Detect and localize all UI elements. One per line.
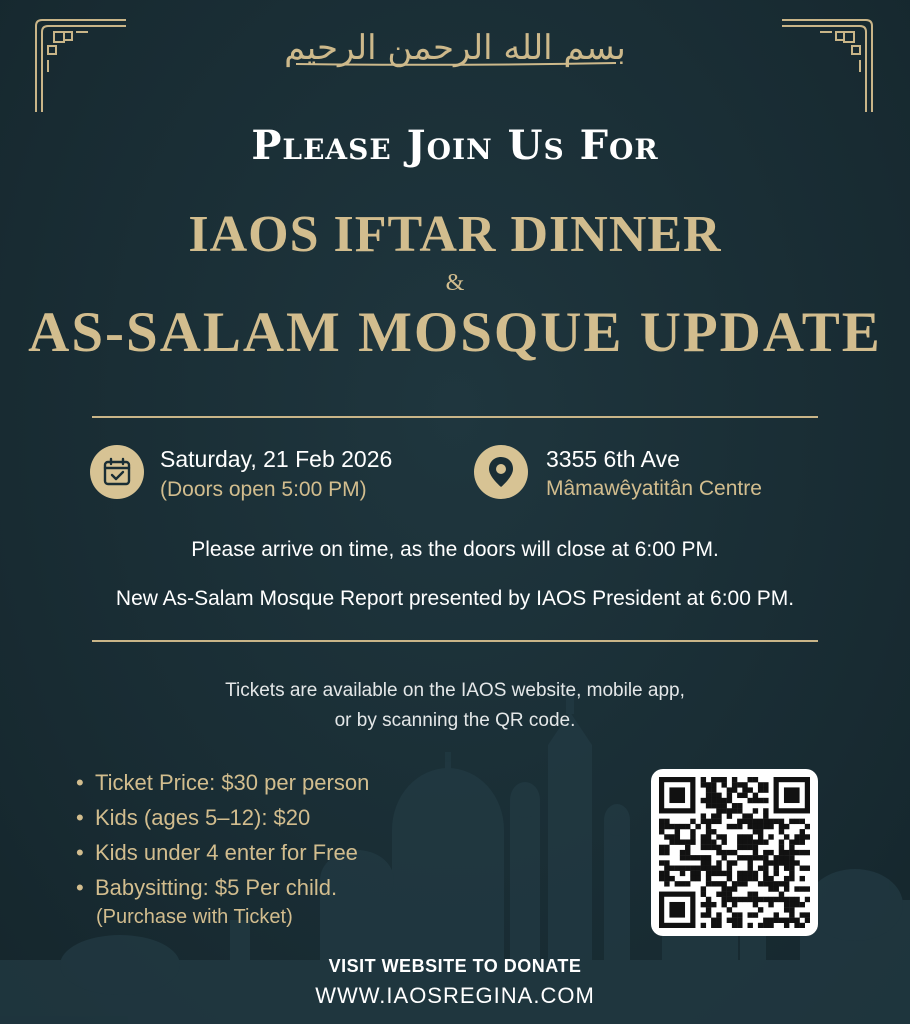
event-date: Saturday, 21 Feb 2026	[160, 446, 393, 472]
price-list	[76, 765, 369, 905]
event-venue: Mâmawêyatitân Centre	[546, 477, 762, 500]
arrival-note: Please arrive on time, as the doors will close at 6:00 PM.	[191, 538, 719, 561]
qr-code-icon	[659, 777, 810, 928]
divider	[92, 640, 818, 642]
bismillah-calligraphy: بسم الله الرحمن الرحيم	[284, 28, 626, 68]
event-title-line2: AS-SALAM MOSQUE UPDATE	[28, 301, 882, 364]
donate-heading: VISIT WEBSITE TO DONATE	[328, 956, 582, 976]
list-item: • Ticket Price: $30 per person	[76, 770, 370, 795]
calendar-check-icon	[90, 445, 144, 499]
map-pin-icon	[474, 445, 528, 499]
qr-code[interactable]	[651, 769, 818, 936]
title-ampersand: &	[445, 270, 465, 296]
event-address: 3355 6th Ave	[546, 446, 680, 472]
babysitting-note: (Purchase with Ticket)	[96, 906, 293, 928]
website-link[interactable]: WWW.IAOSREGINA.COM	[315, 983, 595, 1008]
divider	[92, 416, 818, 418]
tickets-info	[0, 676, 910, 736]
join-heading: Please Join Us For	[251, 122, 659, 169]
event-title-line1: IAOS IFTAR DINNER	[188, 206, 722, 263]
report-note: New As-Salam Mosque Report presented by IAOS President at 6:00 PM.	[115, 587, 795, 610]
calligraphy-underline	[296, 62, 616, 66]
list-item: • Kids under 4 enter for Free	[76, 840, 358, 865]
list-item: • Kids (ages 5–12): $20	[76, 805, 311, 830]
list-item: • Babysitting: $5 Per child.	[76, 875, 338, 900]
doors-open-time: (Doors open 5:00 PM)	[160, 478, 367, 501]
tickets-line2: or by scanning the QR code.	[334, 710, 576, 731]
tickets-line1: Tickets are available on the IAOS website, mobile app,	[225, 680, 685, 701]
